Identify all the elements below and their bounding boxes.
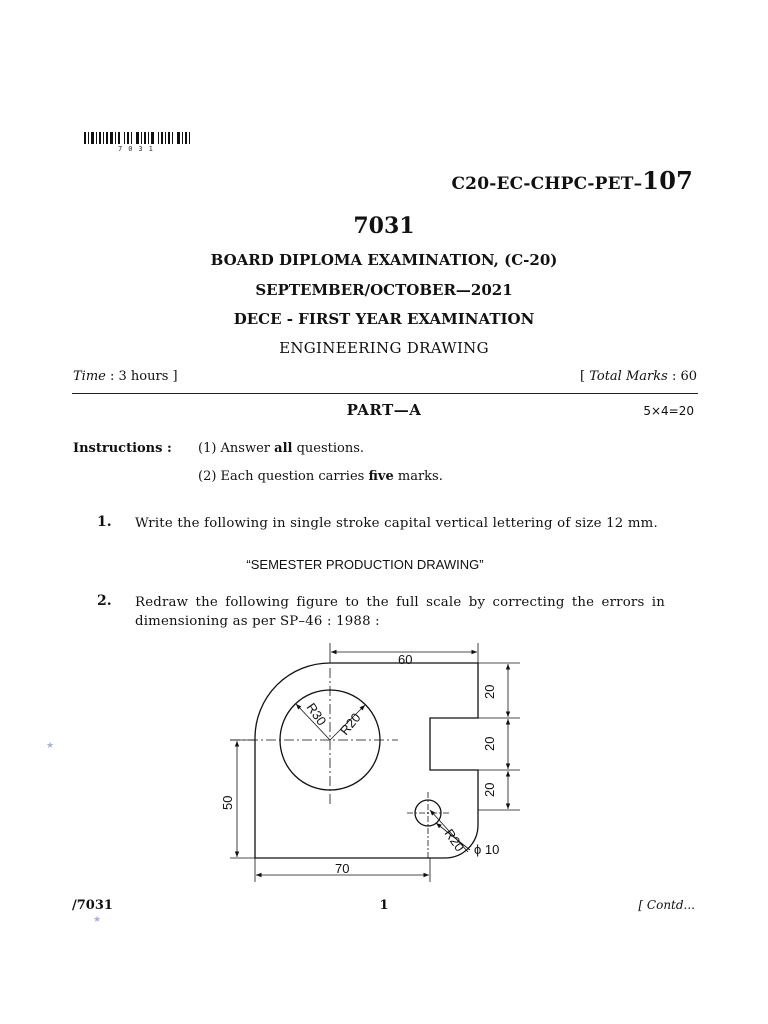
radius-inner-label: R20 — [336, 710, 364, 738]
part-marks: 5×4=20 — [643, 404, 694, 418]
question-1-number: 1. — [97, 514, 112, 530]
time-label: Time — [73, 369, 106, 384]
instruction-2 — [198, 469, 443, 484]
instruction-1-prefix: (1) Answer — [198, 441, 275, 456]
contd-text: [ Contd... — [638, 898, 695, 912]
dim-top-label: 60 — [398, 652, 413, 667]
exam-title: DECE - FIRST YEAR EXAMINATION — [233, 310, 535, 328]
instruction-2-emphasis: five — [368, 469, 394, 484]
dim-bottom-label: 70 — [335, 861, 350, 876]
question-2-number: 2. — [97, 593, 112, 609]
hole-diameter-label: ϕ 10 — [474, 842, 500, 857]
instruction-2-suffix: marks. — [393, 469, 443, 484]
radius-small-label: R20 — [441, 826, 468, 855]
paper-number: 7031 — [353, 213, 415, 239]
radius-large-label: R30 — [303, 700, 330, 729]
time-info — [73, 369, 178, 384]
paper-code-number: 107 — [642, 166, 693, 195]
board-title: BOARD DIPLOMA EXAMINATION, (C-20) — [210, 251, 558, 269]
question-1-quote: “SEMESTER PRODUCTION DRAWING” — [246, 557, 484, 572]
footer-code: /7031 — [72, 898, 113, 913]
dim-right-1-label: 20 — [482, 684, 497, 699]
instruction-1-suffix: questions. — [292, 441, 365, 456]
paper-code-prefix: C20-EC-CHPC-PET– — [451, 174, 643, 194]
dim-right-3-label: 20 — [482, 782, 497, 797]
contd-note — [638, 898, 695, 912]
part-title: PART—A — [346, 401, 422, 419]
barcode-number: 7031 — [118, 145, 159, 153]
marks-label: Total Marks — [589, 369, 668, 384]
session-title: SEPTEMBER/OCTOBER—2021 — [255, 281, 513, 299]
marks-value: : 60 — [671, 369, 697, 384]
star-mark-icon: ★ — [46, 741, 55, 751]
instruction-1 — [198, 441, 364, 456]
question-2-text: Redraw the following figure to the full scale by correcting the errors in dimensioning as per SP–46 : 1988 : — [135, 595, 665, 629]
subject-title: ENGINEERING DRAWING — [279, 339, 489, 357]
dim-right-2-label: 20 — [482, 736, 497, 751]
instruction-1-emphasis: all — [274, 441, 293, 456]
instructions-label: Instructions : — [73, 441, 172, 456]
total-marks-info — [580, 369, 697, 384]
time-value: : 3 hours ] — [110, 369, 178, 384]
instruction-2-prefix: (2) Each question carries — [198, 469, 369, 484]
star-mark-icon: ★ — [93, 915, 102, 925]
marks-bracket: [ — [580, 369, 590, 384]
header-divider — [72, 393, 698, 394]
dim-left-label: 50 — [220, 795, 235, 810]
page-number: 1 — [379, 898, 389, 913]
engineering-drawing-figure — [200, 640, 540, 890]
part-outline — [255, 663, 478, 858]
paper-code — [451, 166, 693, 195]
question-1-text: Write the following in single stroke capital vertical lettering of size 12 mm. — [135, 516, 658, 531]
